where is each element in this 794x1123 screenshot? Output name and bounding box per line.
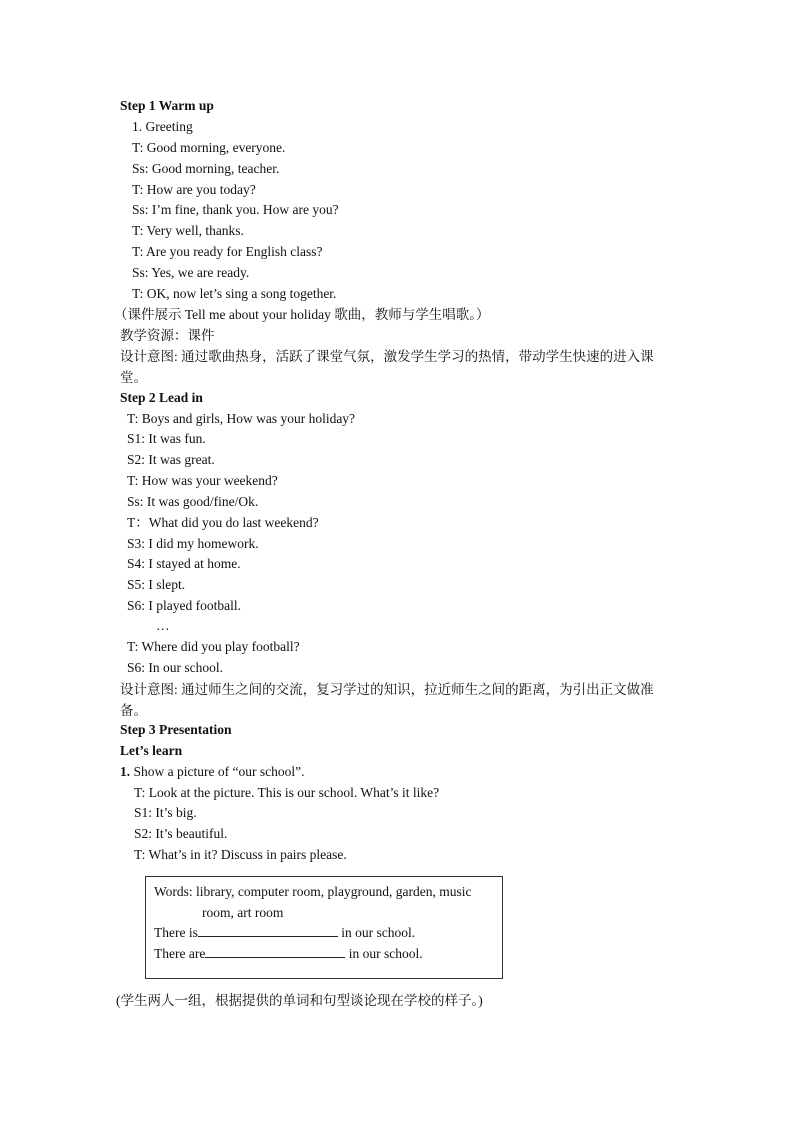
step2-line: S6: In our school. <box>127 660 223 675</box>
there-is-label: There is <box>154 925 198 940</box>
step1-courseware-note: （课件展示 Tell me about your holiday 歌曲，教师与学生唱歌。） <box>114 307 490 322</box>
step3-line: T: Look at the picture. This is our school. What’s it like? <box>134 785 440 800</box>
there-are-suffix: in our school. <box>348 946 423 961</box>
step1-heading: Step 1 Warm up <box>120 98 214 113</box>
step3-pair-note: (学生两人一组，根据提供的单词和句型谈论现在学校的样子。) <box>116 993 483 1008</box>
step2-ellipsis: … <box>156 618 170 633</box>
step2-line: S5: I slept. <box>127 577 186 592</box>
step2-line: T: Boys and girls, How was your holiday? <box>127 411 356 426</box>
there-is-suffix: in our school. <box>341 925 416 940</box>
step1-line: Ss: Yes, we are ready. <box>132 265 250 280</box>
step3-heading: Step 3 Presentation <box>120 722 232 737</box>
there-are-blank <box>205 945 345 958</box>
step1-line: T: Are you ready for English class? <box>132 244 323 259</box>
step1-line: 1. Greeting <box>132 119 193 134</box>
step2-line: S1: It was fun. <box>127 431 206 446</box>
step3-line: S1: It’s big. <box>134 805 197 820</box>
step2-line: S2: It was great. <box>127 452 215 467</box>
there-are-label: There are <box>154 946 206 961</box>
step2-line: T：What did you do last weekend? <box>127 515 319 530</box>
step3-item-text: Show a picture of “our school”. <box>133 764 305 779</box>
step1-line: Ss: Good morning, teacher. <box>132 161 280 176</box>
step1-resource: 教学资源：课件 <box>120 328 215 343</box>
step2-line: Ss: It was good/fine/Ok. <box>127 494 259 509</box>
box-there-are-line <box>154 945 423 963</box>
box-words-line2: room, art room <box>202 905 284 920</box>
step1-line: Ss: I’m fine, thank you. How are you? <box>132 202 339 217</box>
box-words-line1: Words: library, computer room, playground, garden, music <box>154 884 472 899</box>
step1-line: T: Good morning, everyone. <box>132 140 286 155</box>
step3-item <box>120 763 304 781</box>
step2-line: S4: I stayed at home. <box>127 556 241 571</box>
step1-line: T: OK, now let’s sing a song together. <box>132 286 337 301</box>
step2-heading: Step 2 Lead in <box>120 390 203 405</box>
step1-design-intent: 设计意图: 通过歌曲热身，活跃了课堂气氛，激发学生学习的热情，带动学生快速的进入课堂。 <box>120 349 654 385</box>
box-there-is-line <box>154 924 415 942</box>
there-is-blank <box>198 924 338 937</box>
step1-line: T: How are you today? <box>132 182 256 197</box>
step2-line: S6: I played football. <box>127 598 241 613</box>
step1-line: T: Very well, thanks. <box>132 223 244 238</box>
step2-design-intent: 设计意图: 通过师生之间的交流，复习学过的知识，拉近师生之间的距离，为引出正文做准备。 <box>120 682 654 718</box>
step3-subheading: Let’s learn <box>120 743 183 758</box>
step3-line: T: What’s in it? Discuss in pairs please. <box>134 847 347 862</box>
step3-item-number: 1. <box>120 764 131 779</box>
step2-line: S3: I did my homework. <box>127 536 259 551</box>
step2-line: T: How was your weekend? <box>127 473 278 488</box>
step3-line: S2: It’s beautiful. <box>134 826 228 841</box>
step2-line: T: Where did you play football? <box>127 639 300 654</box>
